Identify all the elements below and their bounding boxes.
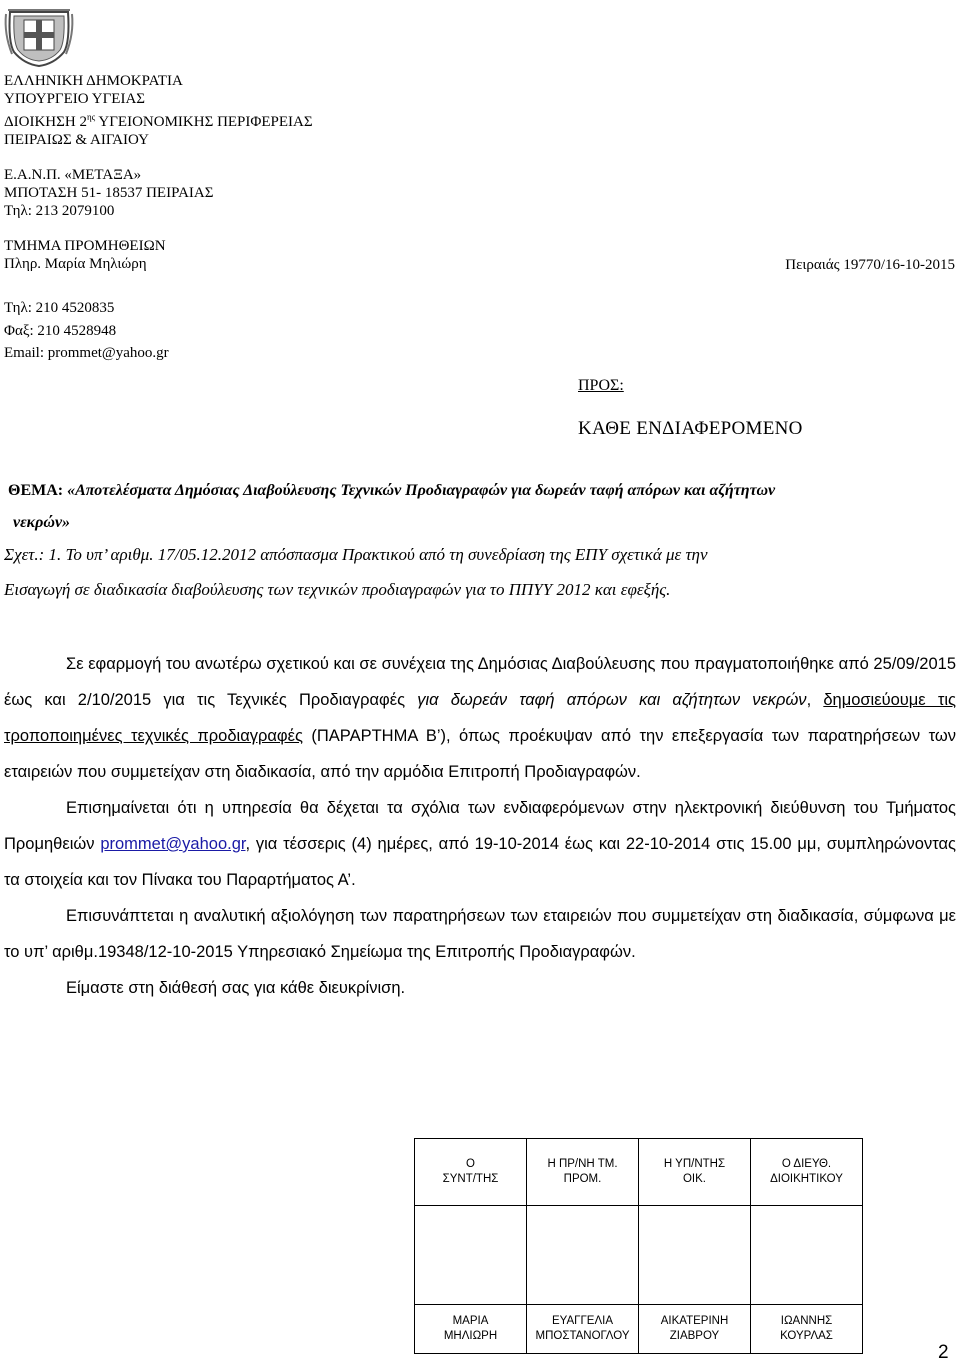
protocol-date: Πειραιάς 19770/16-10-2015 [785,257,955,273]
fax: Φαξ: 210 4528948 [4,322,117,339]
hospital-name: Ε.Α.Ν.Π. «ΜΕΤΑΞΑ» [4,167,142,183]
reference-line: Σχετ.: 1. Το υπ’ αριθμ. 17/05.12.2012 απόσπασμα Πρακτικού από τη συνεδρίαση της ΕΠΥ σχετικά με την [4,545,708,564]
paragraph: Επισυνάπτεται η αναλυτική αξιολόγηση των παρατηρήσεων των εταιρειών που συμμετείχαν στη διαδικασία, σύμφωνα με το υπ’ αριθμ.19348/12-10-2015 Υπηρεσιακό Σημείωμα της Επιτροπής Προδιαγραφών. [4,907,956,961]
hospital-phone: Τηλ: 213 2079100 [4,203,115,219]
email-link[interactable]: prommet@yahoo.gr [100,835,246,853]
reference-line: Εισαγωγή σε διαδικασία διαβούλευσης των τεχνικών προδιαγραφών για το ΠΠΥΥ 2012 και εφεξής. [4,580,671,599]
signature-space [751,1206,863,1305]
department-name: ΤΜΗΜΑ ΠΡΟΜΗΘΕΙΩΝ [4,238,166,254]
region-line: ΠΕΙΡΑΙΩΣ & ΑΙΓΑΙΟΥ [4,132,149,148]
country-line: ΕΛΛΗΝΙΚΗ ΔΗΜΟΚΡΑΤΙΑ [4,73,183,89]
ministry-line: ΥΠΟΥΡΓΕΙΟ ΥΓΕΙΑΣ [4,91,146,107]
letter-body [4,646,956,1006]
role-cell: Η ΠΡ/ΝΗ ΤΜ. ΠΡΟΜ. [527,1139,639,1206]
paragraph: Επισημαίνεται ότι η υπηρεσία θα δέχεται τα σχόλια των ενδιαφερόμενων στην ηλεκτρονική διεύθυνση του Τμήματος Προμηθειών prommet@yahoo.gr, για τέσσερις (4) ημέρες, από 19-10-2014 έως και 22-10-2014 στις 15.00 μμ, συμπληρώνοντας τα στοιχεία και τον Πίνακα του Παραρτήματος Α’. [4,799,957,889]
signature-space [639,1206,751,1305]
closing-line: Είμαστε στη διάθεσή σας για κάθε διευκρίνιση. [66,979,406,997]
letterhead [4,72,313,273]
contact-person: Πληρ. Μαρία Μηλιώρη [4,256,147,272]
recipient: ΚΑΘΕ ΕΝΔΙΑΦΕΡΟΜΕΝΟ [578,418,803,439]
signature-space [415,1206,527,1305]
name-cell: ΕΥΑΓΓΕΛΙΑ ΜΠΟΣΤΑΝΟΓΛΟΥ [527,1305,639,1354]
paragraph: Σε εφαρμογή του ανωτέρω σχετικού και σε συνέχεια της Δημόσιας Διαβούλευσης που πραγματοποιήθηκε από 25/09/2015 έως και 2/10/2015 για τις Τεχνικές Προδιαγραφές για δωρεάν ταφή απόρων και αζήτητων νεκρών, δημοσιεύουμε τις τροποποιημένες τεχνικές προδιαγραφές (ΠΑΡΑΡΤΗΜΑ Β’), όπως προέκυψαν από την επεξεργασία των παρατηρήσεων των εταιρειών που συμμετείχαν στη διαδικασία, από την αρμόδια Επιτροπή Προδιαγραφών. [4,655,956,781]
email: Email: prommet@yahoo.gr [4,345,169,361]
name-cell: ΜΑΡΙΑ ΜΗΛΙΩΡΗ [415,1305,527,1354]
signature-table [414,1138,863,1354]
reference [4,537,956,607]
subject-text: «Αποτελέσματα Δημόσιας Διαβούλευσης Τεχνικών Προδιαγραφών για δωρεάν ταφή απόρων και αζήτητων [63,482,776,499]
phone: Τηλ: 210 4520835 [4,300,115,316]
subject-text-continued: νεκρών» [13,514,71,531]
role-cell: Η ΥΠ/ΝΤΗΣ ΟΙΚ. [639,1139,751,1206]
subject [8,475,958,539]
hospital-address: ΜΠΟΤΑΣΗ 51- 18537 ΠΕΙΡΑΙΑΣ [4,185,214,201]
subject-label: ΘΕΜΑ: [8,482,64,499]
signature-space [527,1206,639,1305]
greek-emblem-icon [2,2,76,68]
role-cell: Ο ΣΥΝΤ/ΤΗΣ [415,1139,527,1206]
name-cell: ΑΙΚΑΤΕΡΙΝΗ ΖΙΑΒΡΟΥ [639,1305,751,1354]
contact-details [4,297,169,365]
role-cell: Ο ΔΙΕΥΘ. ΔΙΟΙΚΗΤΙΚΟΥ [751,1139,863,1206]
name-cell: ΙΩΑΝΝΗΣ ΚΟΥΡΛΑΣ [751,1305,863,1354]
administration-line: ΔΙΟΙΚΗΣΗ $2^{\eta\varsigma}$ ΥΓΕΙΟΝΟΜΙΚΗΣ ΠΕΡΙΦΕΡΕΙΑΣ [4,112,313,130]
page-number: 2 [938,1342,949,1363]
to-label: ΠΡΟΣ: [578,377,624,394]
